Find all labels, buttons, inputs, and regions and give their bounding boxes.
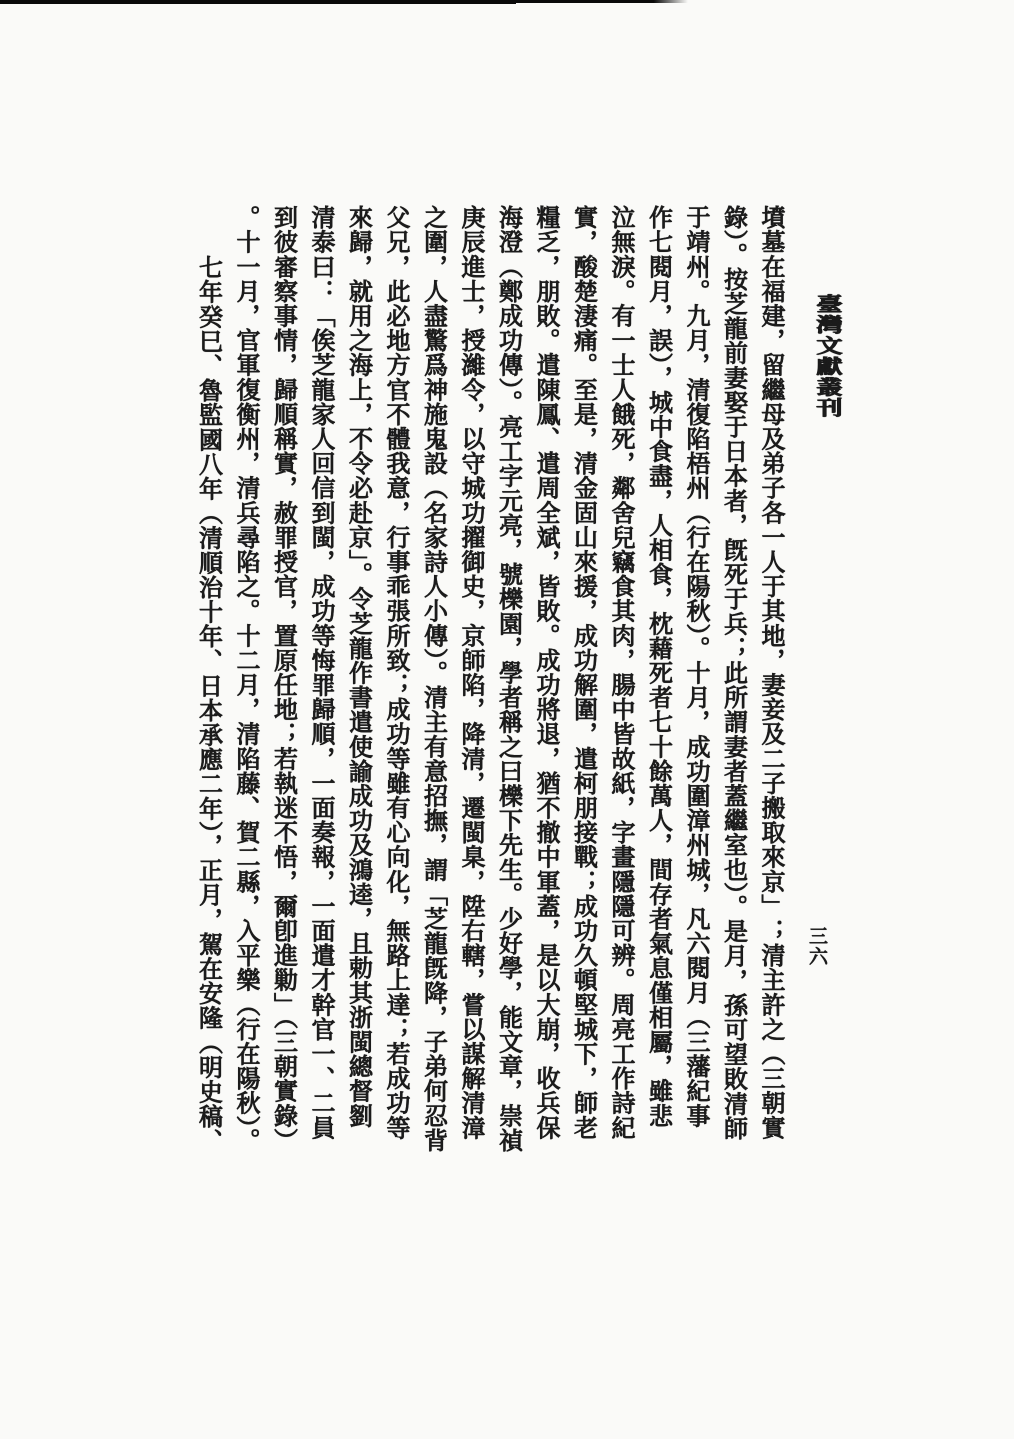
text-column: 作七閱月，誤），城中食盡，人相食，枕藉死者七十餘萬人，間存者氣息僅相屬，雖悲 [644,205,674,1128]
text-column: 來歸，就用之海上，不令必赴京」。令芝龍作書遣使諭成功及鴻逵，且勅其浙閩總督劉 [344,205,374,1128]
text-block [190,205,790,1173]
page-number: 三六 [806,926,828,967]
text-column: 。十一月，官軍復衡州，清兵尋陷之。十二月，清陷藤、賀二縣，入平樂（行在陽秋）。 [232,205,261,1153]
text-column: 于靖州。九月，清復陷梧州（行在陽秋）。十月，成功圍漳州城，凡六閱月（三藩紀事 [682,205,711,1128]
text-column: 實，酸楚淒痛。至是，清金固山來援，成功解圍，遣柯朋接戰；成功久頓堅城下，師老 [569,205,599,1140]
running-title: 臺灣文獻叢刊 [812,294,842,419]
text-column: 到彼審察事情，歸順稱實，赦罪授官，置原任地；若執迷不悟，爾卽進勦」（三朝實錄） [269,205,299,1153]
text-column: 泣無淚。有一士人餓死，鄰舍兒竊食其肉，腸中皆故紙，字畫隱隱可辨。周亮工作詩紀 [607,205,636,1140]
text-column: 清泰曰：「俟芝龍家人回信到閩，成功等悔罪歸順，一面奏報，一面遣才幹官一、二員 [307,205,336,1140]
text-column: 之圍，人盡驚爲神施鬼設（名家詩人小傳）。清主有意招撫，謂「芝龍旣降，子弟何忍背 [419,205,449,1153]
scan-edge-artifact [516,0,688,3]
text-column: 七年癸巳、魯監國八年（清順治十年、日本承應二年），正月，駕在安隆（明史稿、 [194,255,224,1154]
text-column: 海澄（鄭成功傳）。亮工字元亮，號櫟園，學者稱之曰櫟下先生。少好學，能文章，崇禎 [494,205,524,1153]
text-column: 庚辰進士，授濰令，以守城功擢御史，京師陷，降清，遷閩臬，陞右轄，嘗以謀解清漳 [457,205,486,1140]
text-column: 父兄，此必地方官不體我意，行事乖張所致；成功等雖有心向化，無路上達；若成功等 [382,205,411,1140]
text-column: 錄）。按芝龍前妻娶于日本者，旣死于兵；此所謂妻者蓋繼室也）。是月，孫可望敗清師 [719,205,749,1141]
text-column: 墳墓在福建，留繼母及弟子各一人于其地，妻妾及二子搬取來京」；清主許之（三朝實 [757,205,786,1140]
text-column: 糧乏，朋敗。遣陳鳳、遣周全斌，皆敗。成功將退，猶不撤中軍蓋，是以大崩，收兵保 [532,205,561,1140]
scan-edge-artifact [0,0,516,4]
